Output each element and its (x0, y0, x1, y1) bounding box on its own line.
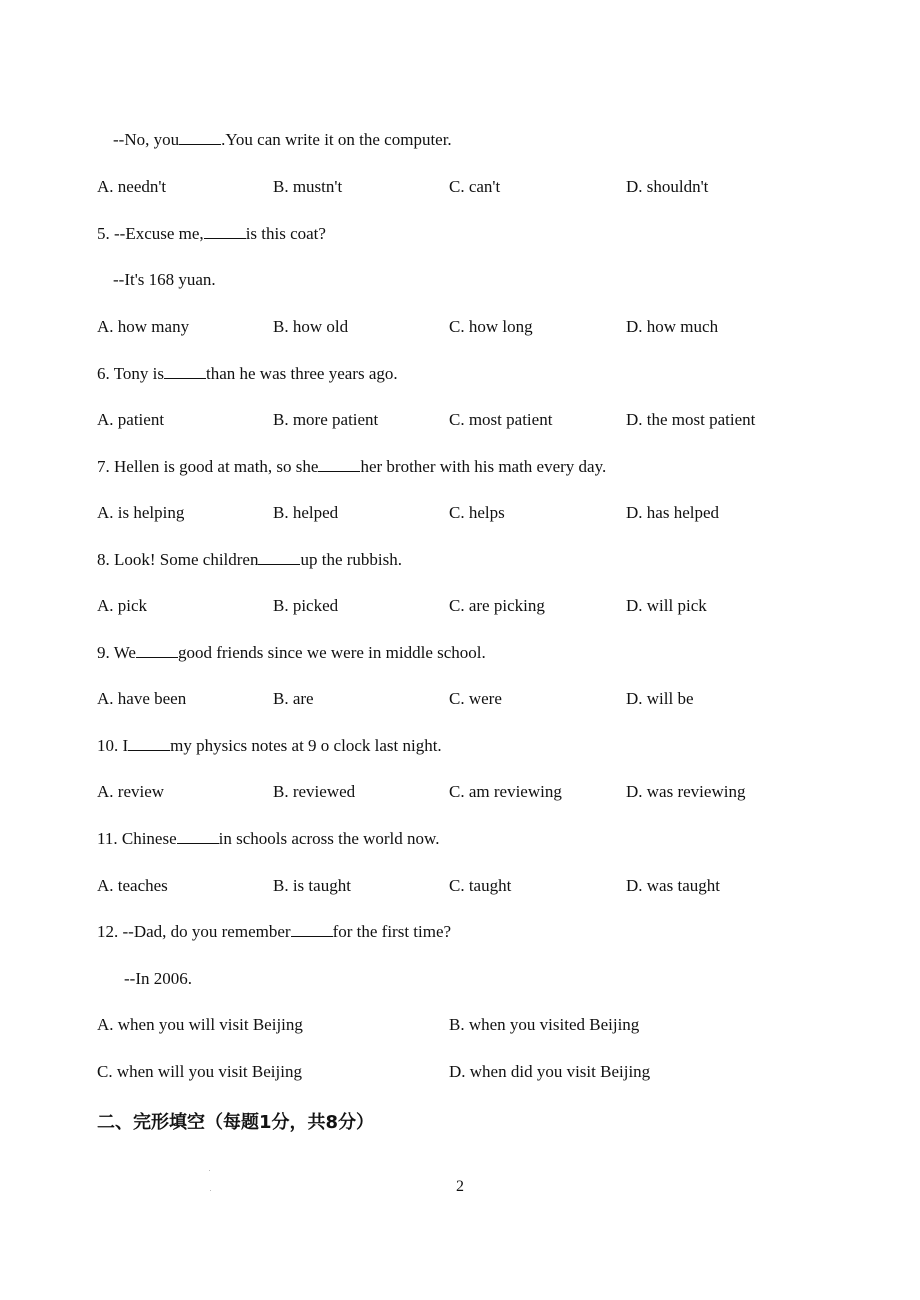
answer-option[interactable]: D. was reviewing (626, 782, 746, 801)
page-number: 2 (456, 1178, 464, 1195)
question-text-after-blank: is this coat? (245, 224, 326, 243)
question-text: 5. --Excuse me, (97, 224, 204, 243)
question-text: 6. Tony is (97, 364, 164, 383)
answer-blank[interactable] (318, 457, 360, 472)
question-text: --In 2006. (124, 969, 192, 988)
answer-blank[interactable] (128, 736, 170, 751)
question-text: 11. Chinese (97, 829, 177, 848)
answer-option[interactable]: D. will be (626, 689, 694, 708)
answer-option[interactable]: C. am reviewing (449, 782, 562, 801)
answer-option[interactable]: B. helped (273, 503, 339, 522)
question-line-q10 (97, 736, 442, 756)
answer-blank[interactable] (164, 364, 206, 379)
question-text: 8. Look! Some children (97, 550, 259, 569)
answer-option[interactable]: B. picked (273, 596, 339, 615)
answer-option[interactable]: C. how long (449, 317, 533, 336)
question-text-after-blank: .You can write it on the computer. (221, 130, 452, 149)
answer-option[interactable]: A. review (97, 782, 165, 801)
question-line-q8 (97, 550, 402, 570)
answer-option[interactable]: C. helps (449, 503, 505, 522)
question-text-after-blank: my physics notes at 9 o clock last night. (170, 736, 442, 755)
question-text: --It's 168 yuan. (113, 270, 216, 289)
answer-option[interactable]: B. how old (273, 317, 349, 336)
question-line-q5b (113, 270, 216, 290)
scan-speck (209, 1170, 210, 1171)
question-text: 7. Hellen is good at math, so she (97, 457, 319, 476)
answer-option[interactable]: C. most patient (449, 410, 553, 429)
answer-option[interactable]: C. can't (449, 177, 501, 196)
question-line-q7 (97, 457, 606, 477)
question-line-q11 (97, 829, 439, 849)
answer-option[interactable]: C. are picking (449, 596, 545, 615)
answer-option[interactable]: C. were (449, 689, 502, 708)
question-line-q12 (97, 922, 451, 942)
question-text-after-blank: up the rubbish. (300, 550, 402, 569)
answer-option[interactable]: C. taught (449, 876, 512, 895)
answer-option[interactable]: A. how many (97, 317, 190, 336)
answer-option[interactable]: B. more patient (273, 410, 379, 429)
answer-option[interactable]: D. was taught (626, 876, 720, 895)
question-text: --No, you (113, 130, 180, 149)
section-title: 二、完形填空（每题1分，共8分） (97, 1112, 375, 1133)
answer-option[interactable]: D. how much (626, 317, 719, 336)
answer-option[interactable]: B. is taught (273, 876, 351, 895)
answer-option[interactable]: A. pick (97, 596, 148, 615)
question-text-after-blank: her brother with his math every day. (360, 457, 607, 476)
question-text: 9. We (97, 643, 136, 662)
answer-option[interactable]: C. when will you visit Beijing (97, 1062, 302, 1081)
question-text-after-blank: than he was three years ago. (205, 364, 398, 383)
answer-option[interactable]: A. teaches (97, 876, 168, 895)
scan-speck (210, 1190, 211, 1191)
answer-blank[interactable] (291, 922, 333, 937)
answer-option[interactable]: D. has helped (626, 503, 720, 522)
question-text-after-blank: for the first time? (332, 922, 452, 941)
question-text-after-blank: good friends since we were in middle school. (177, 643, 486, 662)
answer-option[interactable]: B. when you visited Beijing (449, 1015, 640, 1034)
question-line-q9 (97, 643, 486, 663)
answer-option[interactable]: A. needn't (97, 177, 167, 196)
question-line-q12b (124, 969, 192, 989)
answer-option[interactable]: D. will pick (626, 596, 707, 615)
question-text-after-blank: in schools across the world now. (218, 829, 440, 848)
answer-option[interactable]: B. reviewed (273, 782, 356, 801)
answer-option[interactable]: D. the most patient (626, 410, 756, 429)
answer-blank[interactable] (136, 643, 178, 658)
answer-option[interactable]: A. have been (97, 689, 187, 708)
answer-blank[interactable] (204, 224, 246, 239)
question-text: 12. --Dad, do you remember (97, 922, 291, 941)
answer-blank[interactable] (258, 550, 300, 565)
answer-option[interactable]: A. patient (97, 410, 165, 429)
answer-option[interactable]: B. mustn't (273, 177, 343, 196)
answer-option[interactable]: D. when did you visit Beijing (449, 1062, 651, 1081)
answer-option[interactable]: A. is helping (97, 503, 185, 522)
answer-blank[interactable] (177, 829, 219, 844)
answer-option[interactable]: B. are (273, 689, 314, 708)
answer-option[interactable]: D. shouldn't (626, 177, 709, 196)
answer-blank[interactable] (179, 130, 221, 145)
answer-option[interactable]: A. when you will visit Beijing (97, 1015, 303, 1034)
question-line-q6 (97, 364, 398, 384)
question-line-q5 (97, 224, 326, 244)
question-line-q4b (113, 130, 452, 150)
question-text: 10. I (97, 736, 129, 755)
